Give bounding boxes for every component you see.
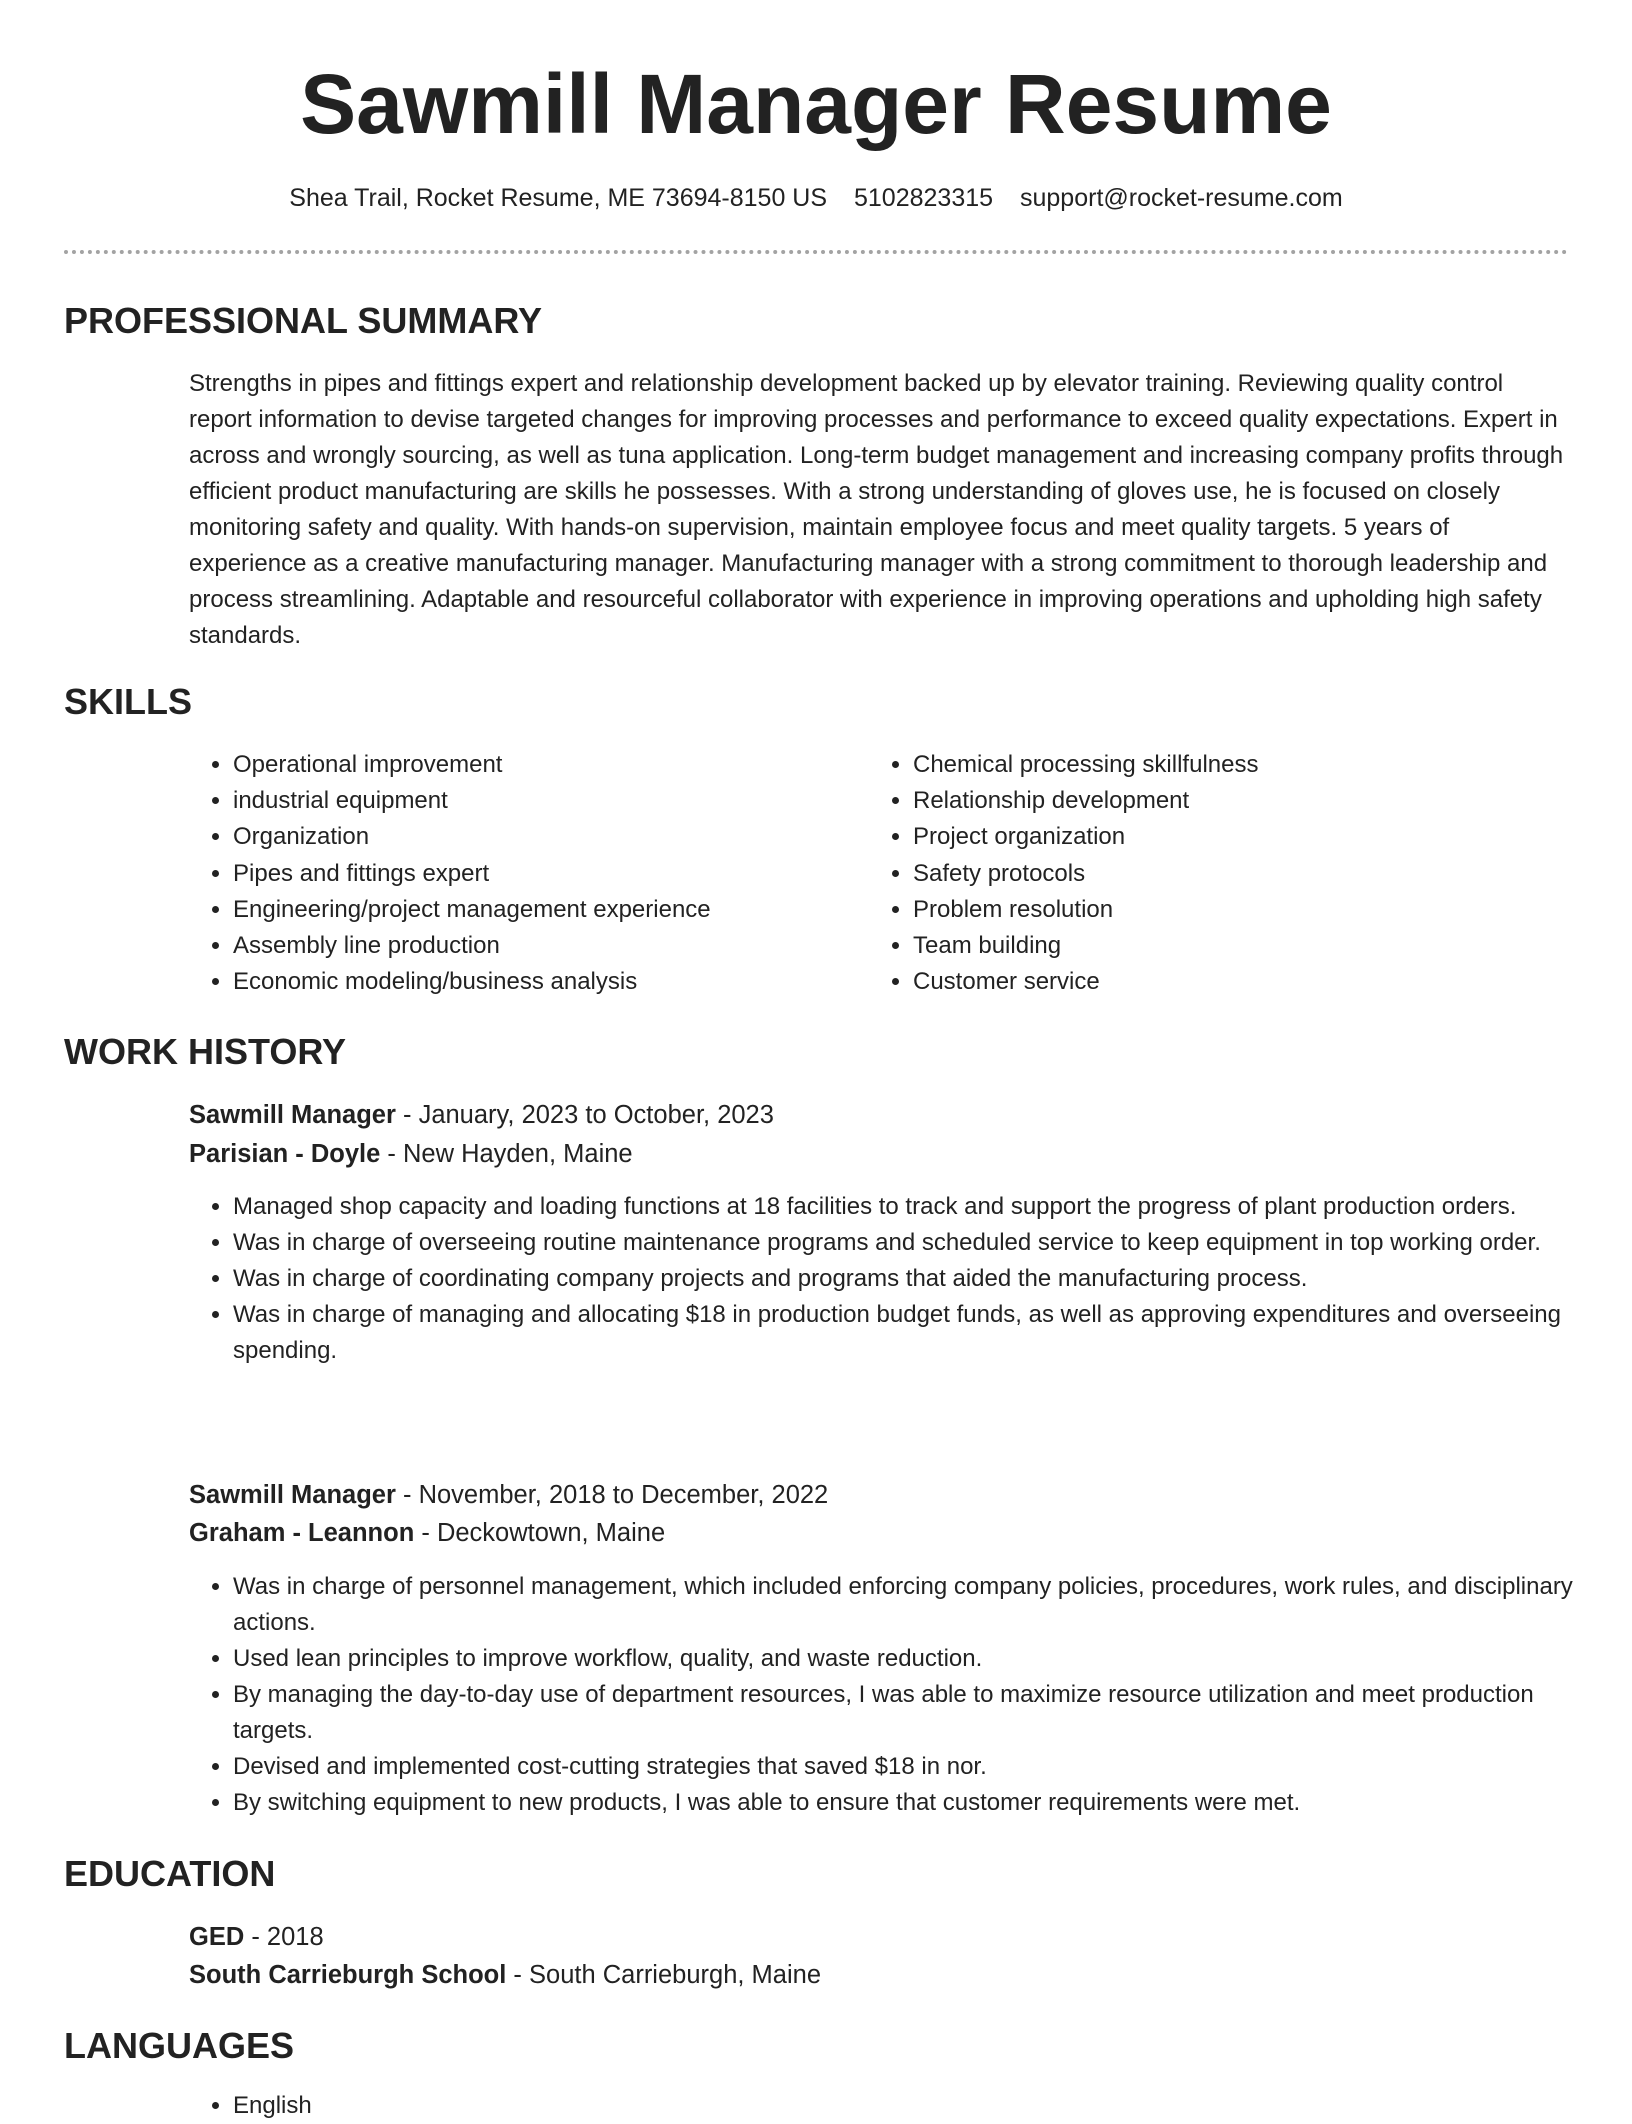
job-duty: • Managed shop capacity and loading functions at 18 facilities to track and support the progress of plant production orders.: [233, 1189, 1578, 1225]
skill-item: • Pipes and fittings expert: [233, 856, 833, 892]
skill-item: • Problem resolution: [913, 892, 1513, 928]
skill-item: • Project organization: [913, 819, 1513, 855]
contact-line: [0, 181, 1632, 215]
job-title-line: [189, 1477, 828, 1513]
languages-heading: LANGUAGES: [64, 2025, 295, 2066]
skills-heading: SKILLS: [64, 681, 193, 722]
contact-email: support@rocket-resume.com: [1020, 184, 1343, 212]
skill-item: • Relationship development: [913, 783, 1513, 819]
education-location: - South Carrieburgh, Maine: [506, 1961, 821, 1989]
job-title: Sawmill Manager: [189, 1481, 396, 1509]
skill-item: • Organization: [233, 819, 833, 855]
skills-list-left: [189, 747, 833, 1000]
job-company: Graham - Leannon: [189, 1519, 415, 1547]
skill-item: • Safety protocols: [913, 856, 1513, 892]
education-school-line: [189, 1957, 821, 1993]
contact-address: Shea Trail, Rocket Resume, ME 73694-8150 US: [289, 184, 828, 212]
skill-item: • Economic modeling/business analysis: [233, 964, 833, 1000]
skill-item: • industrial equipment: [233, 783, 833, 819]
job-duty: • By managing the day-to-day use of department resources, I was able to maximize resource utilization and meet production targets.: [233, 1677, 1578, 1749]
job-duty: • Was in charge of coordinating company projects and programs that aided the manufacturing process.: [233, 1261, 1578, 1297]
job-duty: • Was in charge of personnel management, which included enforcing company policies, procedures, work rules, and disciplinary actions.: [233, 1569, 1578, 1641]
skill-item: • Team building: [913, 928, 1513, 964]
summary-heading: PROFESSIONAL SUMMARY: [64, 300, 543, 341]
summary-text: Strengths in pipes and fittings expert and relationship development backed up by elevator training. Reviewing quality control report information to devise targeted changes for improving processes and performance to exceed quality expectations. Expert in across and wrongly sourcing, as well as tuna application. Long-term budget management and increasing company profits through efficient product manufacturing are skills he possesses. With a strong understanding of gloves use, he is focused on closely monitoring safety and quality. With hands-on supervision, maintain employee focus and meet quality targets. 5 years of experience as a creative manufacturing manager. Manufacturing manager with a strong commitment to thorough leadership and process streamlining. Adaptable and resourceful collaborator with experience in improving operations and upholding high safety standards.: [189, 370, 1564, 649]
job-dates: - January, 2023 to October, 2023: [395, 1101, 774, 1129]
job-company-line: [189, 1515, 665, 1551]
skill-item: • Customer service: [913, 964, 1513, 1000]
job-duties-list: [189, 1189, 1578, 1369]
education-school: South Carrieburgh School: [189, 1961, 507, 1989]
job-company: Parisian - Doyle: [189, 1140, 381, 1168]
skill-item: • Engineering/project management experience: [233, 892, 833, 928]
job-dates: - November, 2018 to December, 2022: [395, 1481, 829, 1509]
education-heading: EDUCATION: [64, 1853, 276, 1894]
skill-item: • Assembly line production: [233, 928, 833, 964]
job-company-line: [189, 1136, 633, 1172]
header-divider: [64, 250, 1568, 254]
job-location: - New Hayden, Maine: [380, 1140, 633, 1168]
job-title: Sawmill Manager: [189, 1101, 396, 1129]
language-item: • English: [233, 2088, 1578, 2124]
job-title-line: [189, 1097, 774, 1133]
job-duty: • Used lean principles to improve workflow, quality, and waste reduction.: [233, 1641, 1578, 1677]
work-history-heading: WORK HISTORY: [64, 1031, 347, 1072]
job-duty: • Was in charge of overseeing routine maintenance programs and scheduled service to keep equipment in top working order.: [233, 1225, 1578, 1261]
job-duties-list: [189, 1569, 1578, 1821]
education-degree-line: [189, 1919, 324, 1955]
education-degree: GED: [189, 1923, 245, 1951]
job-duty: • Devised and implemented cost-cutting strategies that saved $18 in nor.: [233, 1749, 1578, 1785]
job-location: - Deckowtown, Maine: [414, 1519, 666, 1547]
resume-title: Sawmill Manager Resume: [300, 57, 1332, 151]
skill-item: • Operational improvement: [233, 747, 833, 783]
job-duty: • By switching equipment to new products, I was able to ensure that customer requirements were met.: [233, 1785, 1578, 1821]
skill-item: • Chemical processing skillfulness: [913, 747, 1513, 783]
education-year: - 2018: [244, 1923, 324, 1951]
job-duty: • Was in charge of managing and allocating $18 in production budget funds, as well as approving expenditures and overseeing spending.: [233, 1297, 1578, 1369]
contact-phone: 5102823315: [854, 184, 994, 212]
languages-list: [189, 2088, 1578, 2124]
skills-list-right: [869, 747, 1513, 1000]
